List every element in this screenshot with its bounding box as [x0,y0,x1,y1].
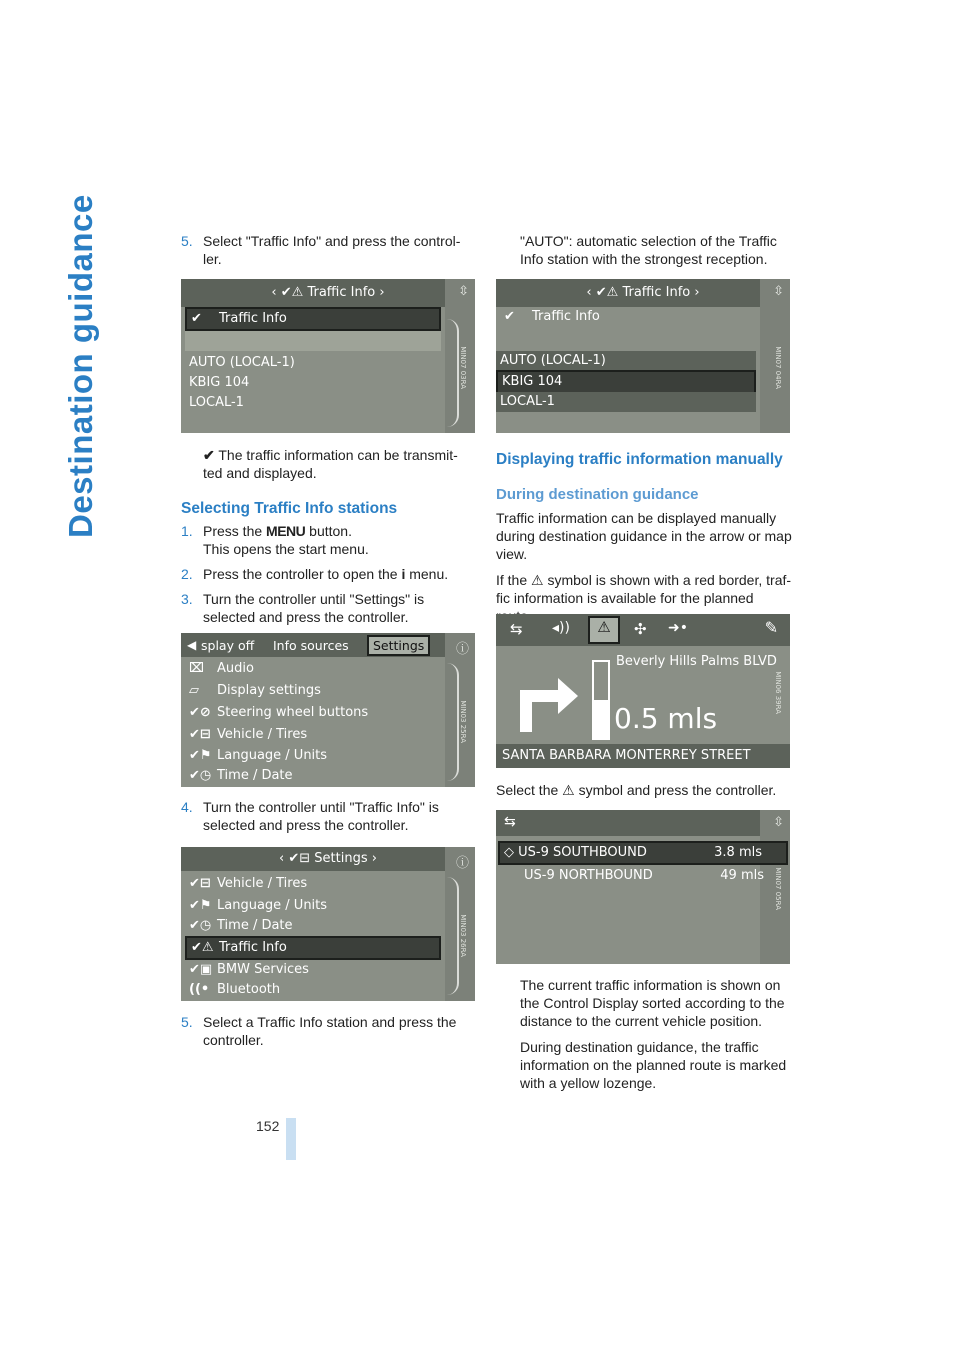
paragraph-group [520,976,792,1100]
image-code: MIN07 03RA [459,346,467,389]
step-4: 4. Turn the controller until "Traffic Info" is selected and press the controller. [181,799,439,833]
checkmark-icon: ✔ [203,447,215,463]
traffic-row[interactable]: US-9 NORTHBOUND 49 mls [524,868,764,883]
joystick-icon: ⇳ [773,815,784,830]
list-item[interactable]: KBIG 104 [189,375,250,390]
screen-start-menu [181,633,475,787]
volume-icon: ◂)) [552,620,570,636]
scroll-indicator [447,663,459,781]
paragraph: Traffic information can be displayed manually during destination guidance in the arrow or map view. [496,510,792,562]
menu-button-icon: MENU [266,523,306,539]
bmw-services-icon: ✔▣ [189,962,213,977]
screen-traffic-list [496,810,790,964]
traffic-icon: ✔⚠ [191,940,214,955]
page-number: 152 [256,1118,280,1134]
tab-info-sources[interactable]: Info sources [273,638,349,653]
street-name: Beverly Hills Palms BLVD [616,654,777,669]
flag-icon: ✔⚑ [189,898,212,913]
screen-traffic-info [181,279,475,433]
auto-text: "AUTO": automatic selection of the Traffic Info station with the strongest reception. [520,233,777,267]
bluetooth-icon: ((• [189,982,210,997]
screen-title: Traffic Info [307,285,376,300]
step-5b: 5. Select a Traffic Info station and press the controller. [181,1014,457,1048]
scroll-indicator [447,877,459,995]
pencil-icon: ✎ [764,618,778,637]
paragraph: If the ⚠ symbol is shown with a red border, traf-fic information is available for the planned [496,572,792,606]
menu-item-time-date[interactable]: ✔◷ Time / Date [185,766,441,786]
image-code: MIN03 26RA [459,914,467,957]
menu-item-vehicle-tires[interactable]: ✔⊟ Vehicle / Tires [185,725,441,745]
back-icon: ⇆ [504,814,516,830]
screen-settings [181,847,475,1001]
warning-triangle-icon: ⚠ [562,782,575,798]
paragraph: Select the ⚠ symbol and press the controller. [496,782,777,798]
lozenge-icon: ◇ [504,845,514,860]
menu-item-language-units[interactable]: ✔⚑ Language / Units [185,746,441,766]
step-text: Select "Traffic Info" and press the control-ler. [203,233,461,267]
list-item[interactable]: LOCAL-1 [496,392,756,412]
info-icon: i [401,566,406,582]
warning-triangle-icon[interactable]: ⚠ [588,616,620,644]
menu-item-time-date[interactable]: ✔◷ Time / Date [185,916,441,936]
page-marker [286,1118,296,1160]
heading-selecting-stations: Selecting Traffic Info stations [181,500,398,517]
paragraph: The current traffic information is shown on the Control Display sorted according to the distance to the current vehicle position. [520,977,785,1029]
menu-item-bluetooth[interactable]: ((• Bluetooth [185,980,441,1000]
car-icon: ✔⊟ [189,727,211,742]
steps-list: 1. Press the MENU button. This opens the start menu. 2. Press the controller to open the i menu. 3. Turn the controller until "Settings" is selected and press the controller. [181,523,449,625]
step-5a [181,232,475,275]
screen-title: Traffic Info [622,285,691,300]
menu-item-bmw-services[interactable]: ✔▣ BMW Services [185,960,441,980]
screen-arrow-view [496,614,790,768]
note: ✔ The traffic information can be transmit-ted and displayed. [203,447,458,481]
checkmark-icon: ✔ [504,309,515,324]
distance-readout: 0.5 mls [614,702,718,735]
image-code: MIN06 39RA [774,671,782,714]
turn-arrow-icon [520,672,576,732]
info-icon: ⓘ [455,856,469,871]
step-number: 5. [181,233,193,249]
chevron-left-icon: ‹ [279,851,285,866]
list-item[interactable]: LOCAL-1 [189,395,244,410]
tab-display-off[interactable]: splay off [201,638,255,653]
flag-icon: ✔⚑ [189,748,212,763]
list-item[interactable]: AUTO (LOCAL-1) [496,351,756,371]
info-icon: ⓘ [455,642,469,657]
chevron-left-icon: ‹ [586,285,592,300]
menu-item-audio[interactable]: ⌧ Audio [185,659,441,679]
list-header: ✔ Traffic Info [500,307,756,327]
subheading-during-guidance: During destination guidance [496,486,699,503]
menu-item-steering-wheel[interactable]: ✔⊘ Steering wheel buttons [185,703,441,723]
back-icon: ⇆ [510,620,523,638]
warning-triangle-icon: ⚠ [531,572,544,588]
car-icon: ✔⊟ [189,876,211,891]
chevron-right-icon: › [694,285,700,300]
sidebar-title: Destination guidance [62,194,99,538]
display-icon: ▱ [189,683,199,698]
image-code: MIN07 05RA [774,867,782,910]
steering-wheel-icon: ✔⊘ [189,705,211,720]
heading-displaying-manually: Displaying traffic information manually [496,451,783,468]
chevron-right-icon: › [371,851,377,866]
paragraph: During destination guidance, the traffic information on the planned route is marked with a yellow lozenge. [520,1039,787,1091]
arrow-view-icon: ➜• [668,620,688,636]
screen-station-list [496,279,790,433]
navigation-icon: ✣ [634,620,647,638]
tab-settings[interactable]: Settings [367,635,430,656]
clock-icon: ✔◷ [189,918,212,933]
menu-item-language-units[interactable]: ✔⚑ Language / Units [185,896,441,916]
settings-icon: ✔⊟ [288,851,311,866]
clock-icon: ✔◷ [189,768,212,783]
distance-bar [592,660,610,740]
menu-item-display-settings[interactable]: ▱ Display settings [185,681,441,701]
current-street: SANTA BARBARA MONTERREY STREET [496,744,790,768]
traffic-icon: ✔⚠ [280,285,304,300]
audio-icon: ⌧ [189,661,204,676]
joystick-icon: ⇳ [458,284,469,299]
menu-item-vehicle-tires[interactable]: ✔⊟ Vehicle / Tires [185,874,441,894]
chevron-right-icon: › [379,285,385,300]
joystick-icon: ⇳ [773,284,784,299]
screen-title: Settings [314,851,368,866]
row-selected[interactable]: ✔ Traffic Info [185,307,441,331]
traffic-row-selected[interactable]: ◇ US-9 SOUTHBOUND 3.8 mls [498,841,788,865]
image-code: MIN03 25RA [459,700,467,743]
chevron-left-icon: ◀ [187,638,197,652]
image-code: MIN07 04RA [774,346,782,389]
menu-item-traffic-info[interactable]: ✔⚠ Traffic Info [185,936,441,960]
scroll-indicator [447,319,459,427]
traffic-icon: ✔⚠ [595,285,619,300]
checkmark-icon: ✔ [191,311,202,326]
chevron-left-icon: ‹ [271,285,277,300]
list-item[interactable]: AUTO (LOCAL-1) [189,355,295,370]
list-item-selected[interactable]: KBIG 104 [496,370,756,394]
